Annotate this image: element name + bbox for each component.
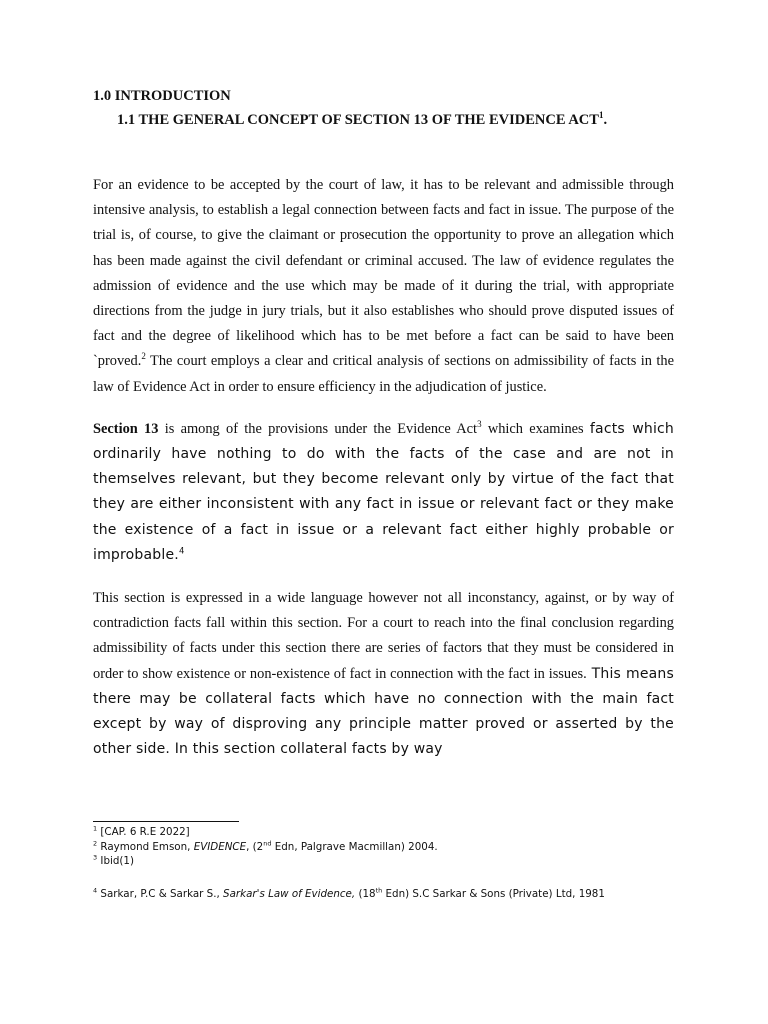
document-body — [93, 84, 674, 762]
paragraph-2-sans-text: facts which ordinarily have nothing to do with the facts of the case and are not in themselves relevant, but they become relevant only by virtue of the fact that they are either inconsistent with any fact in issue or relevant fact or they make the existence of a fact in issue or a relevant fact either highly probable or improbable.$^4$ — [93, 420, 675, 563]
section-13-bold: Section 13 — [93, 420, 159, 437]
footnote-3: $^3$ Ibid(1) — [93, 853, 134, 867]
footnote-ref-3[interactable]: 3 — [477, 419, 482, 430]
footnote-ref-4[interactable]: 4 — [178, 546, 185, 557]
heading-general-concept: 1.1 THE GENERAL CONCEPT OF SECTION 13 OF THE EVIDENCE ACT$^1$. — [117, 110, 608, 128]
footnote-ref-2[interactable]: 2 — [141, 351, 146, 362]
paragraph-2: Section 13 is among of the provisions under the Evidence Act$^3$ which examines facts which ordinarily have nothing to do with the facts of the case and are not in themselves relevant, but they become relevant only by virtue of the fact that they are either inconsistent with any fact in issue or relevant fact or they make the existence of a fact in issue or a relevant fact either highly probable or improbable.$^4$ — [93, 419, 675, 563]
paragraph-1: For an evidence to be accepted by the court of law, it has to be relevant and admissible through intensive analysis, to establish a legal connection between facts and fact in issue. The purpose of the trial is, of course, to give the claimant or prosecution the opportunity to prove an allegation which has been made against the civil defendant or criminal accused. The law of evidence regulates the admission of evidence and the use which may be made of it during the trial, with appropriate directions from the judge in jury trials, but it also establishes who should prove disputed issues of fact and the degree of likelihood which has to be met before a fact can be said to have been `proved.$^2$ The court employs a clear and critical analysis of sections on admissibility of facts in the law of Evidence Act in order to ensure efficiency in the adjudication of justice. — [93, 177, 674, 395]
footnote-4: $^4$ Sarkar, P.C & Sarkar S., Sarkar's Law of Evidence, (18th Edn) S.C Sarkar & Sons (Private) Ltd, 1981 — [93, 886, 605, 900]
footnote-ref-1[interactable]: 1 — [598, 110, 604, 121]
footnote-separator — [93, 821, 239, 822]
paragraph-3-sans-text: This means there may be collateral facts which have no connection with the main fact except by way of disproving any principle matter proved or asserted by the other side. In this section collateral facts by way — [93, 665, 674, 758]
footnote-1: $^1$ [CAP. 6 R.E 2022] — [93, 824, 190, 838]
paragraph-3: This section is expressed in a wide language however not all inconstancy, against, or by way of contradiction facts fall within this section. For a court to reach into the final conclusion regarding admissibility of facts under this section there are series of factors that they must be considered in order to show existence or non-existence of fact in connection with the fact in issues. This means there may be collateral facts which have no connection with the main fact except by way of disproving any principle matter proved or asserted by the other side. In this section collateral facts by way — [93, 590, 674, 758]
heading-introduction: 1.0 INTRODUCTION — [93, 88, 231, 104]
footnote-2: $^2$ Raymond Emson, EVIDENCE, (2nd Edn, Palgrave Macmillan) 2004. — [93, 839, 438, 853]
